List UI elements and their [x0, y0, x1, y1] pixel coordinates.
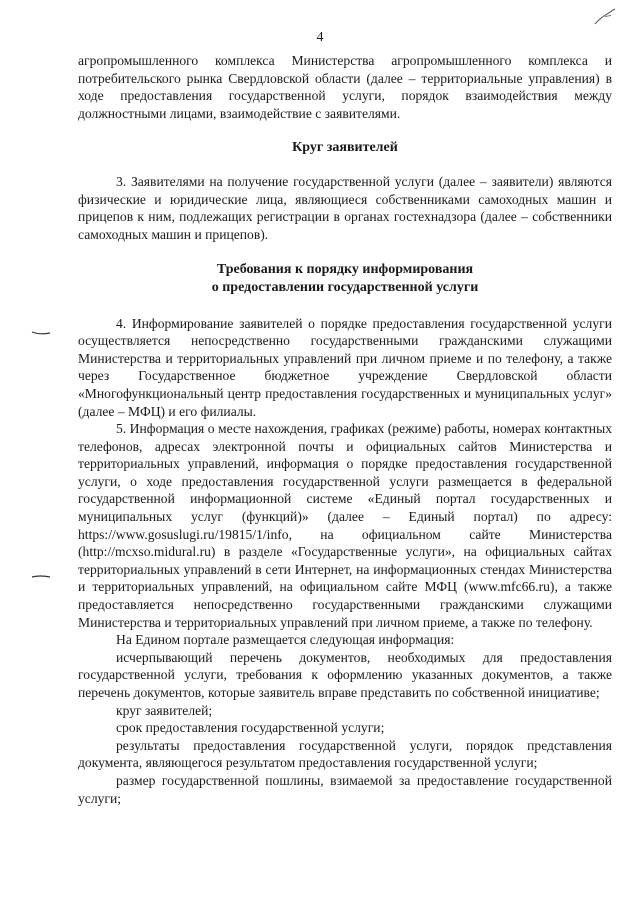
page-number: 4: [316, 30, 324, 45]
paragraph-5: 5. Информация о месте нахождения, графиках (режиме) работы, номерах контактных телефонов, адресах электронной почты и официальных сайтов Министерства и территориальных управлений, информация о порядке предоставления государственной услуги, о ходе предоставления государственной услуги размещается в федеральной государственной информационной системе «Единый портал государственных и муниципальных услуг (функций)» (далее – Единый портал) по адресу: https://www.gosuslugi.ru/19815/1/info, на официальном сайте Министерства (http://mcxso.midural.ru) в разделе «Государственные услуги», на официальных сайтах территориальных управлений в сети Интернет, на информационных стендах Министерства и территориальных управлений, на официальном сайте МФЦ (www.mfc66.ru), а также предоставляется непосредственно государственными гражданскими служащими Министерства и территориальных управлений при личном приеме, а также по телефону.: [78, 421, 612, 630]
list-item-term: срок предоставления государственной услуги;: [116, 720, 385, 736]
list-item-fee: размер государственной пошлины, взимаемой за предоставление государственной услуги;: [78, 772, 612, 806]
list-item-results: результаты предоставления государственной услуги, порядок представления документа, являющегося результатом предоставления государственной услуги;: [78, 737, 612, 771]
section-heading-informing-line1: Требования к порядку информирования: [216, 262, 474, 278]
paragraph-4: 4. Информирование заявителей о порядке предоставления государственной услуги осуществляется непосредственно государственными гражданскими служащими Министерства и территориальных управлений при личном приеме и по телефону, а также через Государственное бюджетное учреждение Свердловской области «Многофункциональный центр предоставления государственных и муниципальных услуг» (далее – МФЦ) и его филиалы.: [78, 315, 612, 419]
paragraph-3: 3. Заявителями на получение государственной услуги (далее – заявители) являются физические и юридические лица, являющиеся собственниками самоходных машин и прицепов к ним, подлежащих регистрации в органах гостехнадзора (далее – собственники самоходных машин и прицепов).: [78, 173, 612, 242]
list-item-applicants: круг заявителей;: [116, 702, 213, 718]
section-heading-applicants: Круг заявителей: [292, 140, 398, 156]
portal-info-intro: На Едином портале размещается следующая информация:: [116, 632, 455, 648]
section-heading-informing-line2: о предоставлении государственной услуги: [211, 279, 479, 295]
handwritten-mark: [592, 6, 618, 28]
document-body: [78, 52, 612, 807]
margin-mark: [30, 328, 52, 338]
margin-mark: [30, 572, 52, 582]
intro-paragraph: агропромышленного комплекса Министерства агропромышленного комплекса и потребительского рынка Свердловской области (далее – территориальные управления) в ходе предоставления государственной услуги, порядок взаимодействия между должностными лицами, взаимодействие с заявителями.: [78, 53, 612, 121]
list-item-documents: исчерпывающий перечень документов, необходимых для предоставления государственной услуги, требования к оформлению указанных документов, а также перечень документов, которые заявитель вправе представить по собственной инициативе;: [78, 649, 612, 700]
